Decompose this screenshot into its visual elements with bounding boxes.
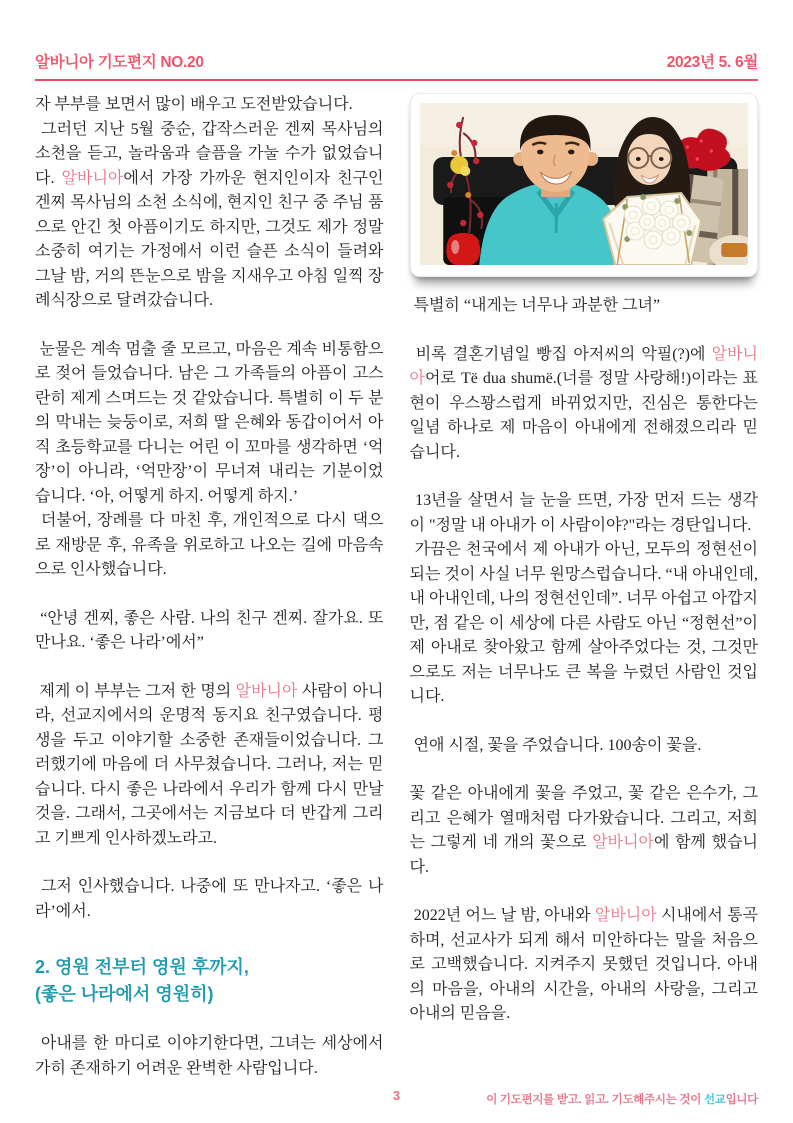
text-segment: 에 함께 했습니다. <box>409 834 758 876</box>
couple-photo-frame <box>410 93 759 277</box>
highlighted-text: 선교 <box>703 1094 726 1106</box>
paragraph <box>35 93 384 118</box>
red-vase <box>446 233 480 265</box>
highlighted-text: 알바니아 <box>61 169 124 187</box>
highlighted-text: 알바니아 <box>592 834 655 851</box>
text-segment: 사람이 아니라, 선교지에서의 운명적 동지요 친구였습니다. 평생을 두고 이야기할 소중한 존재들이었습니다. 그러했기에 마음에 더 사무쳤습니다. 그러나, 저는 믿습니다. 다시 좋은 나라에서 우리가 함께 다시 만날 것을. 그래서, 그곳에서는 지금보다 더 반갑게 그리고 기쁘게 인사하겠노라고. <box>35 682 388 847</box>
highlighted-text: 알바니아 <box>235 682 298 700</box>
text-segment: 그저 인사했습니다. 나중에 또 만나자고. ‘좋은 나라’에서. <box>35 878 384 920</box>
header-divider <box>35 79 758 81</box>
highlighted-text: 알바니아 <box>594 907 657 924</box>
text-segment: 자 부부를 보면서 많이 배우고 도전받았습니다. <box>35 96 353 113</box>
issue-date: 2023년 5. 6월 <box>666 54 758 71</box>
paragraph <box>35 118 388 314</box>
text-segment: 2022년 어느 날 밤, 아내와 <box>409 907 595 924</box>
highlighted-text: 알바니아 <box>409 345 759 387</box>
paragraph <box>410 734 759 759</box>
paragraph <box>35 509 384 583</box>
highlighted-text: 이 기도편지를 받고. 읽고. 기도해주시는 것이 <box>486 1094 704 1106</box>
paragraph <box>410 782 759 880</box>
paragraph <box>409 343 762 466</box>
section-heading-line1: 2. 영원 전부터 영원 후까지, <box>35 957 249 977</box>
right-column <box>409 93 763 1081</box>
paragraph <box>409 904 762 1027</box>
text-segment: 시내에서 통곡하며, 선교사가 되게 해서 미안하다는 말을 처음으로 고백했습니다. 지켜주지 못했던 것입니다. 아내의 마음을, 아내의 시간을, 아내의 사랑을, 그리고 아내의 믿음을. <box>409 907 762 1022</box>
text-segment: 비록 결혼기념일 빵집 아저씨의 악필(?)에 <box>409 345 712 363</box>
text-segment: 어로 Të dua shumë.(너를 정말 사랑해!)이라는 표현이 우스꽝스럽게 바뀌었지만, 진심은 통한다는 일념 하나로 제 마음이 아내에게 전해졌으리라 믿습니다. <box>409 370 762 461</box>
newsletter-title: 알바니아 기도편지 NO.20 <box>35 54 204 71</box>
section-heading-line2: (좋은 나라에서 영원히) <box>35 984 214 1004</box>
highlighted-text: 입니다 <box>725 1094 758 1106</box>
paragraph <box>409 538 763 710</box>
text-segment: 눈물은 계속 멈출 줄 모르고, 마음은 계속 비통함으로 젖어 들었습니다. 남은 그 가족들의 아픔이 고스란히 제게 스며드는 것 같았습니다. 특별히 이 두 분의 막내는 늦둥이로, 저희 딸 은혜와 동갑이어서 아직 초등학교를 다니는 어린 이 꼬마를 생각하면 ‘억장’이 아니라, ‘억만장’이 무너져 내리는 기분이었습니다. ‘아, 어떻게 하지. 어떻게 하지.’ <box>35 340 384 505</box>
text-segment: 아내를 한 마디로 이야기한다면, 그녀는 세상에서 가히 존재하기 어려운 완벽한 사람입니다. <box>35 1035 388 1077</box>
text-segment: 그러던 지난 5월 중순, 갑작스러운 겐찌 목사님의 소천을 듣고, 놀라움과 슬픔을 가눌 수가 없었습니다. <box>35 120 388 187</box>
text-segment: “안녕 겐찌, 좋은 사람. 나의 친구 겐찌. 잘가요. 또 만나요. ‘좋은 나라’에서” <box>35 609 388 651</box>
text-segment: 특별히 “내게는 너무나 과분한 그녀” <box>409 297 661 314</box>
photo-caption <box>410 294 759 319</box>
text-segment: 연애 시절, 꽃을 주었습니다. 100송이 꽃을. <box>409 736 702 754</box>
quote-paragraph <box>35 607 388 656</box>
footer-note <box>486 1091 758 1107</box>
paragraph <box>35 1032 388 1081</box>
text-segment: 13년을 살면서 늘 눈을 뜨면, 가장 먼저 드는 생각이 "정말 내 아내가 이 사람이야?"라는 경탄입니다. <box>409 492 758 534</box>
text-segment: 더불어, 장례를 다 마친 후, 개인적으로 다시 댁으로 재방문 후, 유족을 위로하고 나오는 길에 마음속으로 인사했습니다. <box>35 512 384 578</box>
text-segment: 꽃 같은 아내에게 꽃을 주었고, 꽃 같은 은수가, 그리고 은혜가 열매처럼 다가왔습니다. 그리고, 저희는 그렇게 네 개의 꽃으로 <box>409 785 758 851</box>
text-segment: 제게 이 부부는 그저 한 명의 <box>35 682 236 700</box>
paragraph <box>410 489 759 538</box>
paragraph <box>35 680 388 852</box>
page-number: 3 <box>392 1088 401 1103</box>
paragraph <box>35 338 384 510</box>
content-columns <box>35 93 763 1081</box>
paragraph <box>35 875 384 924</box>
footer <box>0 1088 793 1108</box>
couple-photo <box>420 103 749 265</box>
section-heading <box>35 954 384 1008</box>
text-segment: 에서 가장 가까운 현지인이자 친구인 겐찌 목사님의 소천 소식에, 현지인 친구 중 주님 품으로 안긴 첫 아픔이기도 하지만, 그것도 제가 정말 소중히 여기는 가정에서 이런 슬픈 소식이 들려와 그날 밤, 거의 뜬눈으로 밤을 지새우고 아침 일찍 장례식장으로 달려갔습니다. <box>35 169 388 309</box>
left-column <box>35 93 388 1081</box>
text-segment: 가끔은 천국에서 제 아내가 아닌, 모두의 정현선이 되는 것이 사실 너무 원망스럽습니다. “내 아내인데, 내 아내인데, 나의 정현선인데”. 너무 아쉽고 아깝지만, 점 같은 이 세상에 다른 사람도 아닌 “정현선”이 제 아내로 찾아왔고 함께 살아주었다는 것, 그것만으로도 저는 너무나도 큰 복을 누렸던 사람인 것입니다. <box>409 541 763 705</box>
header <box>35 50 758 72</box>
